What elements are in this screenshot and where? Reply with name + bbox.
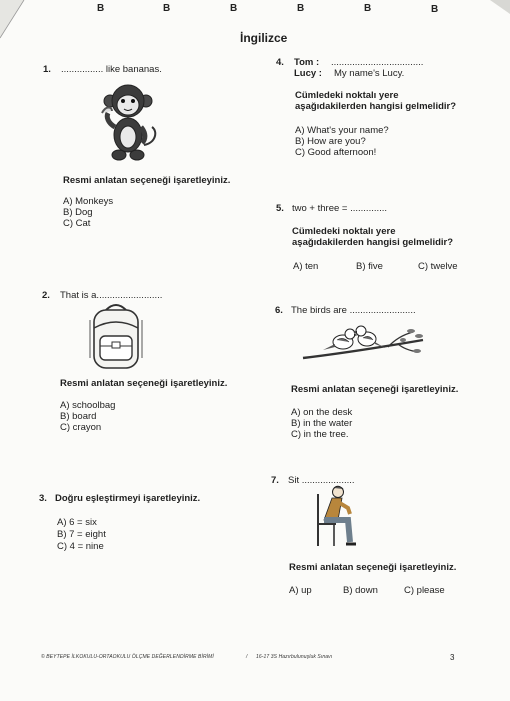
q5-stem: two + three = .............. bbox=[292, 203, 388, 214]
header-letter: B bbox=[230, 3, 238, 14]
q2-number: 2. bbox=[42, 290, 50, 301]
q6-option-a[interactable]: A) on the desk bbox=[291, 407, 353, 418]
q3-instruction: Doğru eşleştirmeyi işaretleyiniz. bbox=[55, 493, 201, 504]
q7-option-b[interactable]: B) down bbox=[343, 585, 378, 596]
header-letter: B bbox=[297, 3, 305, 14]
q5-instruction-line1: Cümledeki noktalı yere bbox=[292, 226, 396, 237]
backpack-icon bbox=[86, 302, 146, 372]
q4-line1-text: ................................... bbox=[331, 57, 424, 68]
right-edge-shadow bbox=[490, 0, 510, 20]
q4-line2-label: Lucy : bbox=[294, 68, 322, 79]
header-letter: B bbox=[364, 3, 372, 14]
q2-option-c[interactable]: C) crayon bbox=[60, 422, 102, 433]
person-sitting-icon bbox=[312, 484, 362, 550]
q2-option-a[interactable]: A) schoolbag bbox=[60, 400, 116, 411]
q7-stem: Sit .................... bbox=[288, 475, 355, 486]
q4-option-a[interactable]: A) What's your name? bbox=[295, 125, 389, 136]
footer-separator: / bbox=[246, 654, 248, 660]
q5-option-a[interactable]: A) ten bbox=[293, 261, 319, 272]
q5-instruction-line2: aşağıdakilerden hangisi gelmelidir? bbox=[292, 237, 454, 248]
q6-stem: The birds are ......................... bbox=[291, 305, 416, 316]
q5-option-b[interactable]: B) five bbox=[356, 261, 383, 272]
q2-option-b[interactable]: B) board bbox=[60, 411, 97, 422]
q5-number: 5. bbox=[276, 203, 284, 214]
q7-number: 7. bbox=[271, 475, 279, 486]
q6-option-c[interactable]: C) in the tree. bbox=[291, 429, 349, 440]
q4-instruction-line2: aşağıdakilerden hangisi gelmelidir? bbox=[295, 101, 457, 112]
page-number: 3 bbox=[450, 653, 455, 662]
q4-line2-text: My name's Lucy. bbox=[334, 68, 405, 79]
monkey-icon bbox=[100, 83, 160, 163]
q1-stem: ................ like bananas. bbox=[61, 64, 162, 75]
q4-option-c[interactable]: C) Good afternoon! bbox=[295, 147, 377, 158]
q4-line1-label: Tom : bbox=[294, 57, 320, 68]
q4-number: 4. bbox=[276, 57, 284, 68]
q6-option-b[interactable]: B) in the water bbox=[291, 418, 353, 429]
q7-instruction: Resmi anlatan seçeneği işaretleyiniz. bbox=[289, 562, 457, 573]
q7-option-a[interactable]: A) up bbox=[289, 585, 312, 596]
q3-option-c[interactable]: C) 4 = nine bbox=[57, 541, 104, 552]
q1-number: 1. bbox=[43, 64, 51, 75]
q1-instruction: Resmi anlatan seçeneği işaretleyiniz. bbox=[63, 175, 231, 186]
q7-option-c[interactable]: C) please bbox=[404, 585, 445, 596]
q4-instruction-line1: Cümledeki noktalı yere bbox=[295, 90, 399, 101]
q1-option-a[interactable]: A) Monkeys bbox=[63, 196, 114, 207]
q3-number: 3. bbox=[39, 493, 47, 504]
birds-on-branch-icon bbox=[303, 322, 428, 367]
q3-option-b[interactable]: B) 7 = eight bbox=[57, 529, 106, 540]
footer-left: © BEYTEPE İLKOKULU-ORTAOKULU ÖLÇME DEĞERLENDİRME BİRİMİ bbox=[41, 654, 214, 660]
page-title: İngilizce bbox=[240, 31, 288, 45]
footer-middle: 16-17 3S Hazırbulunuşluk Sınavı bbox=[256, 654, 333, 660]
q6-number: 6. bbox=[275, 305, 283, 316]
q1-option-b[interactable]: B) Dog bbox=[63, 207, 93, 218]
q6-instruction: Resmi anlatan seçeneği işaretleyiniz. bbox=[291, 384, 459, 395]
header-letter: B bbox=[163, 3, 171, 14]
q4-option-b[interactable]: B) How are you? bbox=[295, 136, 366, 147]
q2-stem: That is a......................... bbox=[60, 290, 163, 301]
header-letter: B bbox=[97, 3, 105, 14]
q2-instruction: Resmi anlatan seçeneği işaretleyiniz. bbox=[60, 378, 228, 389]
header-letter: B bbox=[431, 4, 439, 15]
page-corner-shadow bbox=[0, 0, 30, 40]
q5-option-c[interactable]: C) twelve bbox=[418, 261, 458, 272]
q1-option-c[interactable]: C) Cat bbox=[63, 218, 91, 229]
q3-option-a[interactable]: A) 6 = six bbox=[57, 517, 97, 528]
